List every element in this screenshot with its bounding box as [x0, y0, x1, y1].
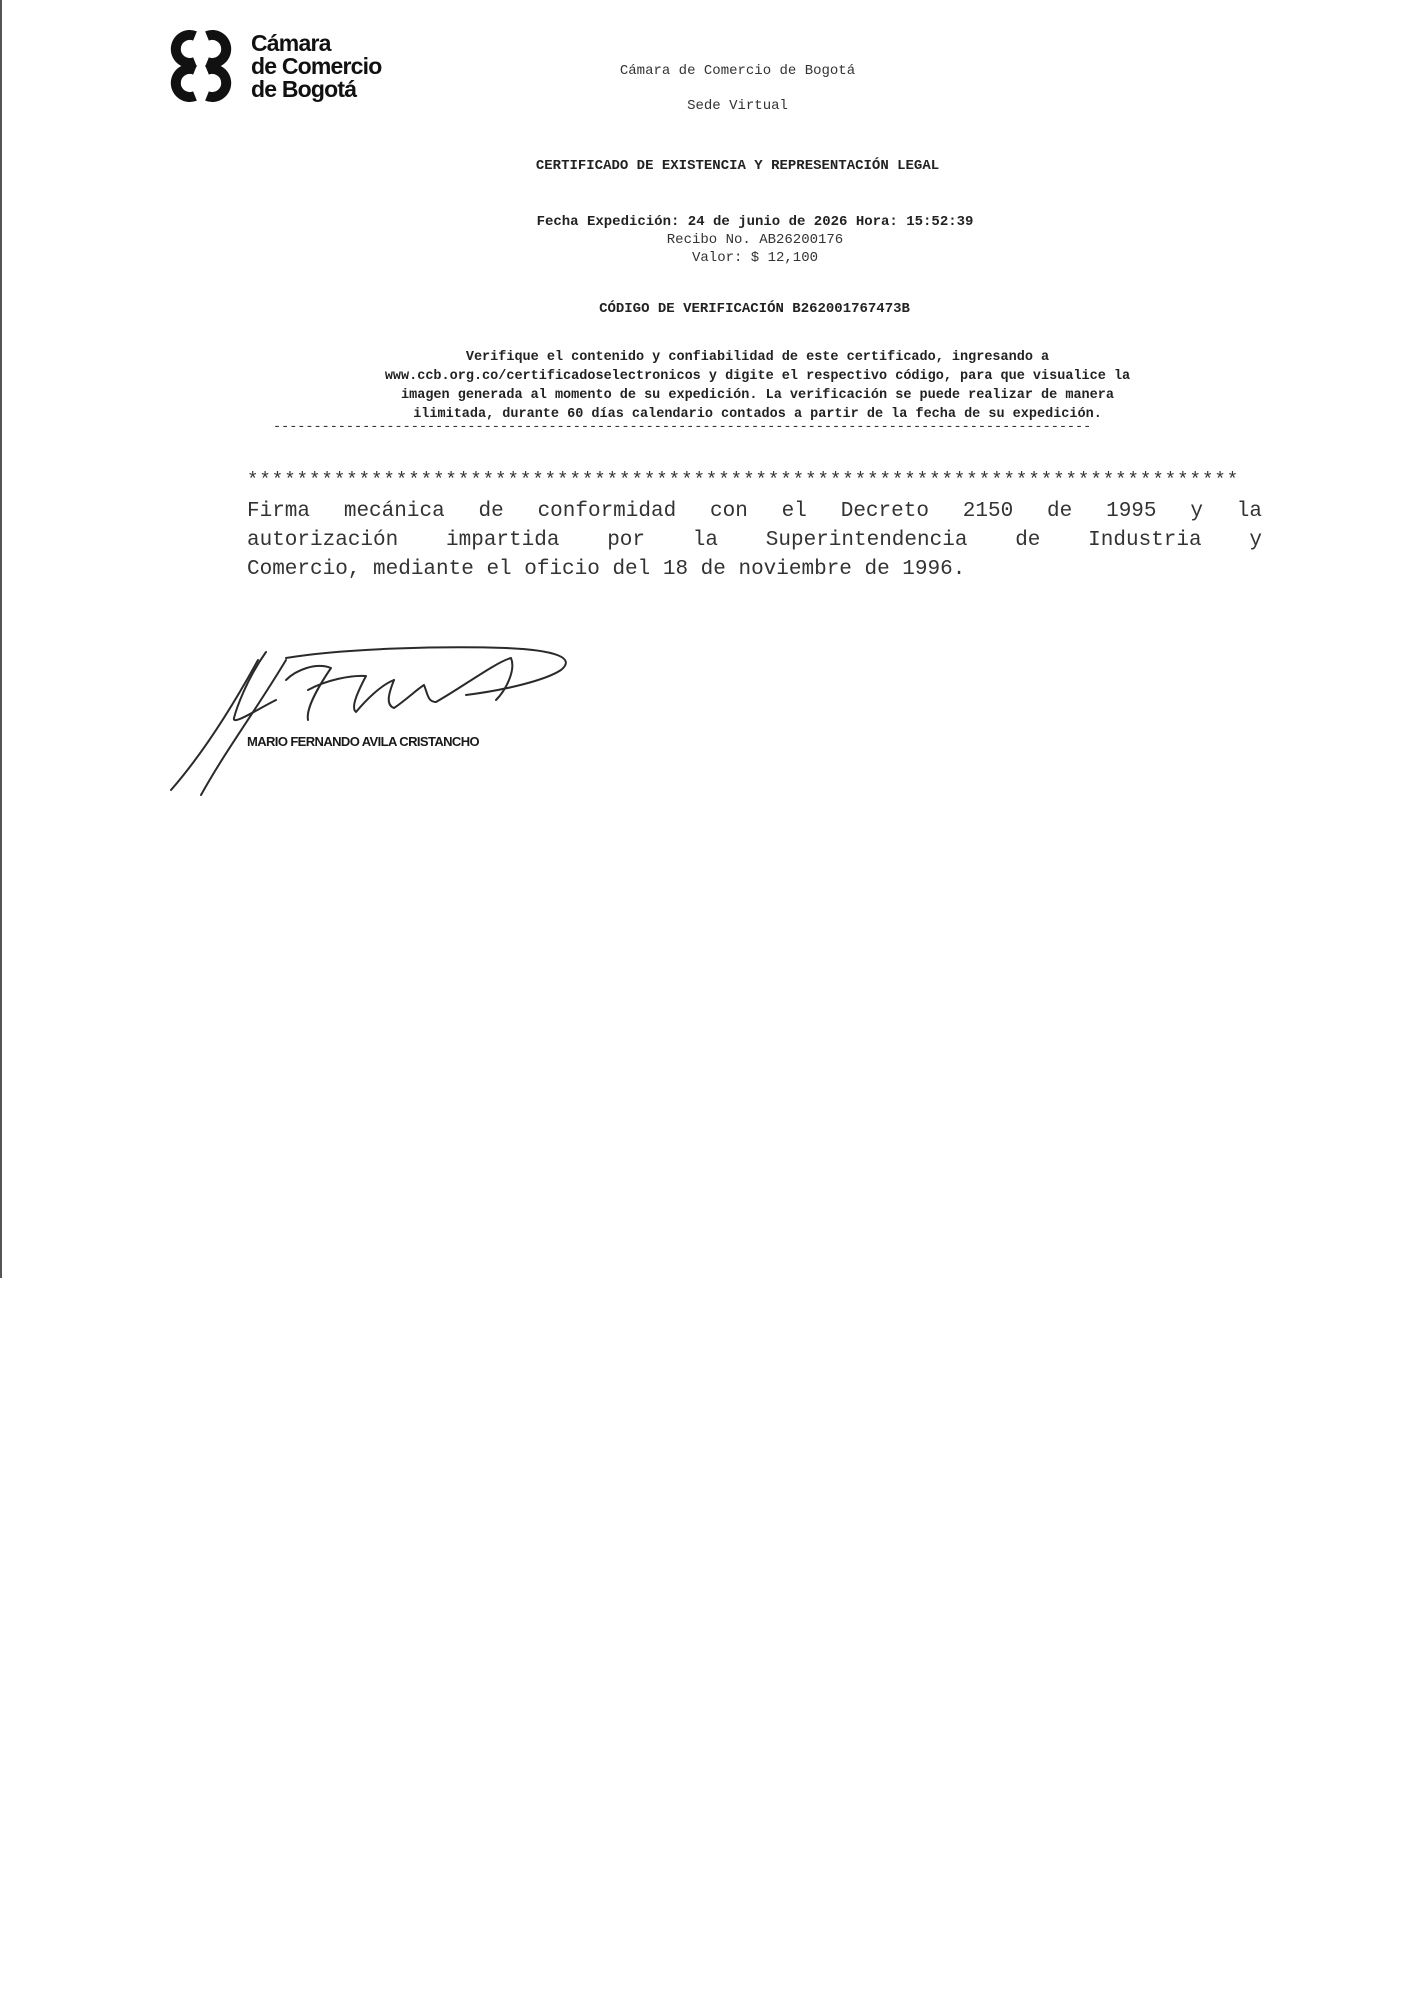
notice-line: Firma mecánica de conformidad con el Decreto 2150 de 1995 y la: [247, 500, 1262, 523]
logo-line: de Bogotá: [251, 75, 357, 102]
office-name: Sede Virtual: [687, 98, 788, 114]
verification-line: Verifique el contenido y confiabilidad de este certificado, ingresando a: [465, 350, 1050, 365]
verification-line: ilimitada, durante 60 días calendario contados a partir de la fecha de su expedición.: [413, 407, 1102, 422]
document-title: CERTIFICADO DE EXISTENCIA Y REPRESENTACIÓN LEGAL: [535, 158, 940, 174]
receipt-number-line: Recibo No. AB26200176: [666, 232, 844, 248]
page-left-border: [0, 0, 2, 1278]
institution-name: Cámara de Comercio de Bogotá: [619, 63, 856, 79]
verification-line: imagen generada al momento de su expedición. La verificación se puede realizar de manera: [401, 388, 1114, 403]
mechanical-signature-notice: [247, 497, 1262, 584]
value-line: Valor: $ 12,100: [691, 250, 819, 266]
logo-line: Cámara: [251, 29, 331, 56]
logo-line: de Comercio: [251, 52, 382, 79]
notice-line: autorización impartida por la Superintendencia de Industria y: [247, 529, 1262, 552]
signer-name: MARIO FERNANDO AVILA CRISTANCHO: [247, 734, 479, 749]
verification-code: CÓDIGO DE VERIFICACIÓN B262001767473B: [599, 301, 910, 317]
asterisk-separator: ********************************************************************************: [247, 469, 1240, 491]
verification-instructions: [260, 348, 1255, 424]
dashed-separator: -----------------------------------------------------------------------------------------------------: [273, 420, 1092, 435]
verification-line: www.ccb.org.co/certificadoselectronicos y digite el respectivo código, para que visualice la: [384, 369, 1131, 384]
issue-date-line: Fecha Expedición: 24 de junio de 2026 Hora: 15:52:39: [536, 214, 974, 230]
notice-line: Comercio, mediante el oficio del 18 de noviembre de 1996.: [247, 558, 966, 581]
handwritten-signature: [166, 640, 586, 800]
